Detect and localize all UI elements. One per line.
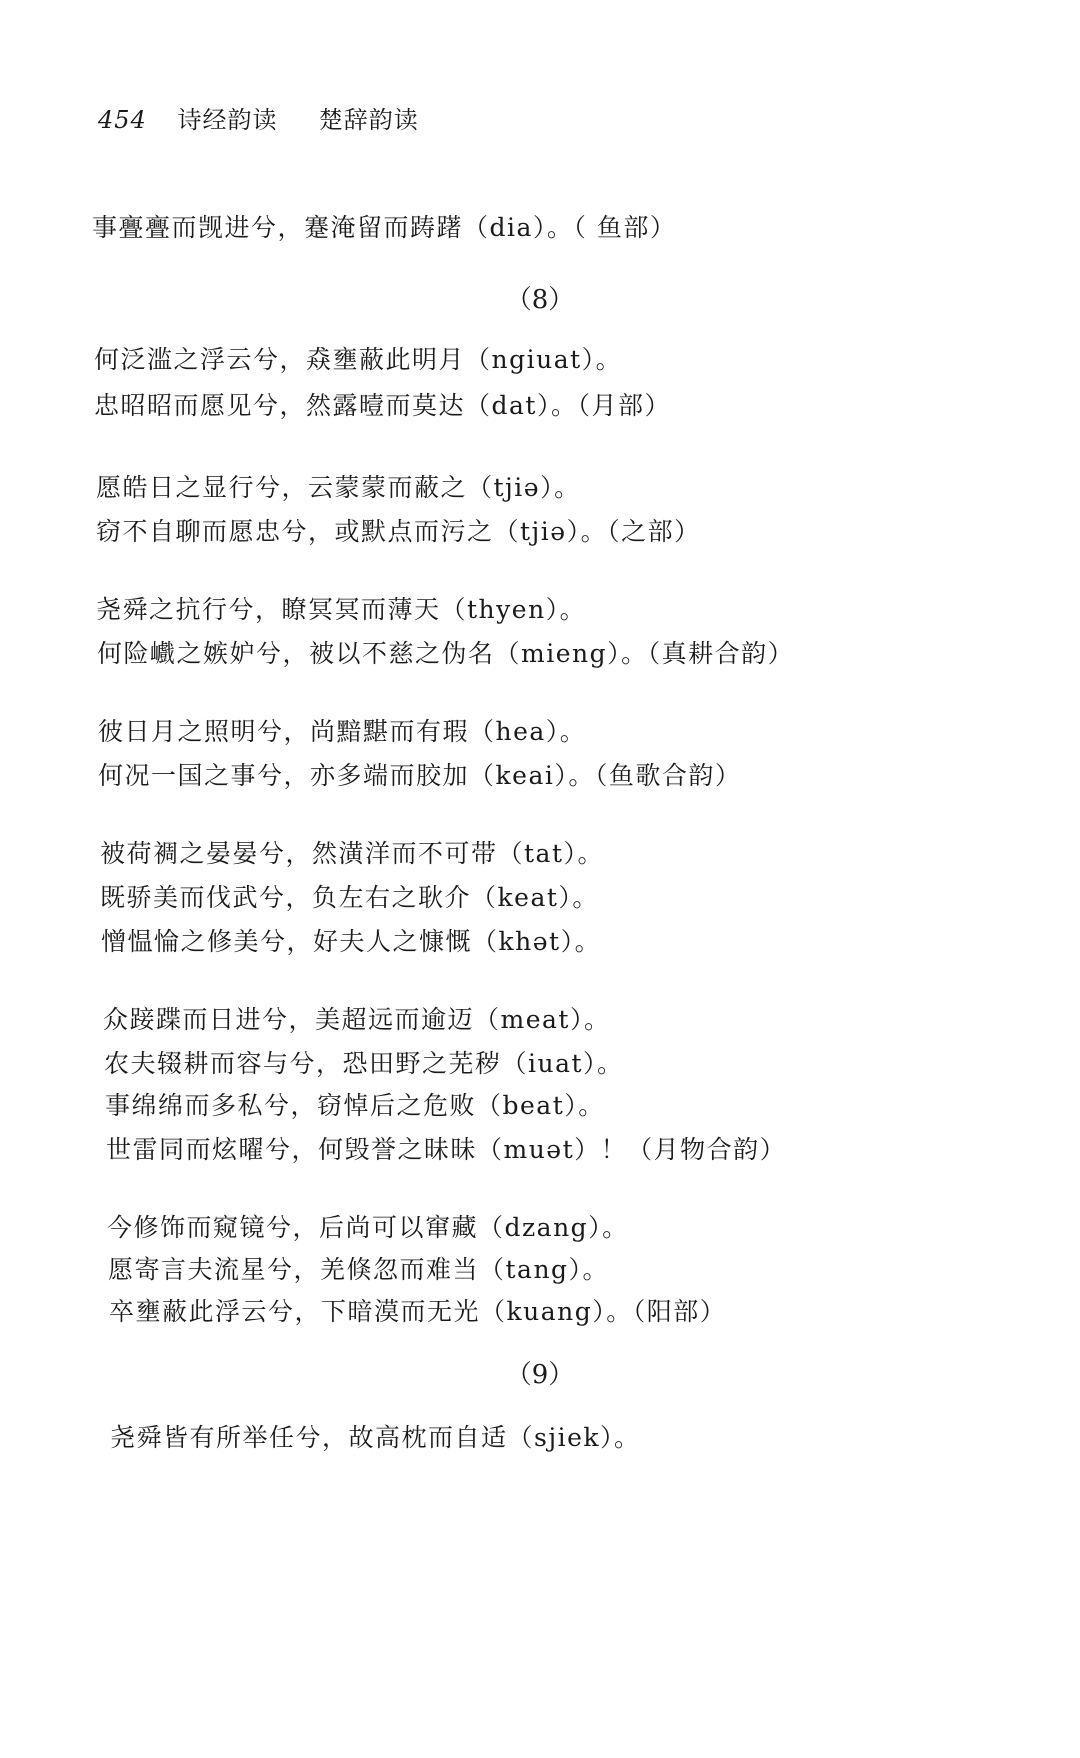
running-head — [98, 100, 419, 135]
section-number: （8） — [505, 285, 575, 315]
verse-line: 窃不自聊而愿忠兮，或默点而污之（tjiə）。（之部） — [96, 517, 701, 546]
verse-line: 愿皓日之显行兮，云蒙蒙而蔽之（tjiə）。 — [96, 473, 581, 502]
section-title: 楚辞韵读 — [318, 106, 419, 134]
verse-line: 何况一国之事兮，亦多端而胶加（keai）。（鱼歌合韵） — [98, 761, 742, 790]
verse-line: 何险巇之嫉妒兮，被以不慈之伪名（mieng）。（真耕合韵） — [97, 639, 795, 668]
page-number: 454 — [98, 106, 147, 134]
book-title: 诗经韵读 — [177, 106, 278, 134]
verse-line: 彼日月之照明兮，尚黯黮而有瑕（hea）。 — [98, 717, 587, 746]
verse-line: 憎愠惀之修美兮，好夫人之慷慨（khət）。 — [101, 927, 602, 956]
verse-line: 众踥蹀而日进兮，美超远而逾迈（meat）。 — [103, 1005, 611, 1034]
verse-line: 被荷裯之晏晏兮，然潢洋而不可带（tat）。 — [100, 839, 604, 868]
verse-line: 事绵绵而多私兮，窃悼后之危败（beat）。 — [105, 1091, 605, 1120]
verse-line: 既骄美而伐武兮，负左右之耿介（keat）。 — [100, 883, 599, 912]
verse-line: 何泛滥之浮云兮，猋壅蔽此明月（ngiuat）。 — [94, 345, 623, 374]
verse-line: 尧舜皆有所举任兮，故高枕而自适（sjiek）。 — [110, 1423, 641, 1452]
verse-line: 事亹亹而觊进兮，蹇淹留而踌躇（dia）。（ 鱼部） — [92, 213, 677, 242]
verse-line: 愿寄言夫流星兮，羌倏忽而难当（tang）。 — [108, 1255, 610, 1284]
verse-line: 尧舜之抗行兮，瞭冥冥而薄天（thyen）。 — [96, 595, 587, 624]
verse-line: 农夫辍耕而容与兮，恐田野之芜秽（iuat）。 — [104, 1049, 624, 1078]
verse-line: 忠昭昭而愿见兮，然露曀而莫达（dat）。（月部） — [94, 391, 671, 420]
verse-line: 今修饰而窥镜兮，后尚可以窜藏（dzang）。 — [107, 1213, 629, 1242]
section-number: （9） — [505, 1360, 575, 1390]
verse-line: 世雷同而炫曜兮，何毁誉之昧昧（muət）！（月物合韵） — [106, 1135, 787, 1164]
verse-line: 卒壅蔽此浮云兮，下暗漠而无光（kuang）。（阳部） — [109, 1297, 727, 1326]
